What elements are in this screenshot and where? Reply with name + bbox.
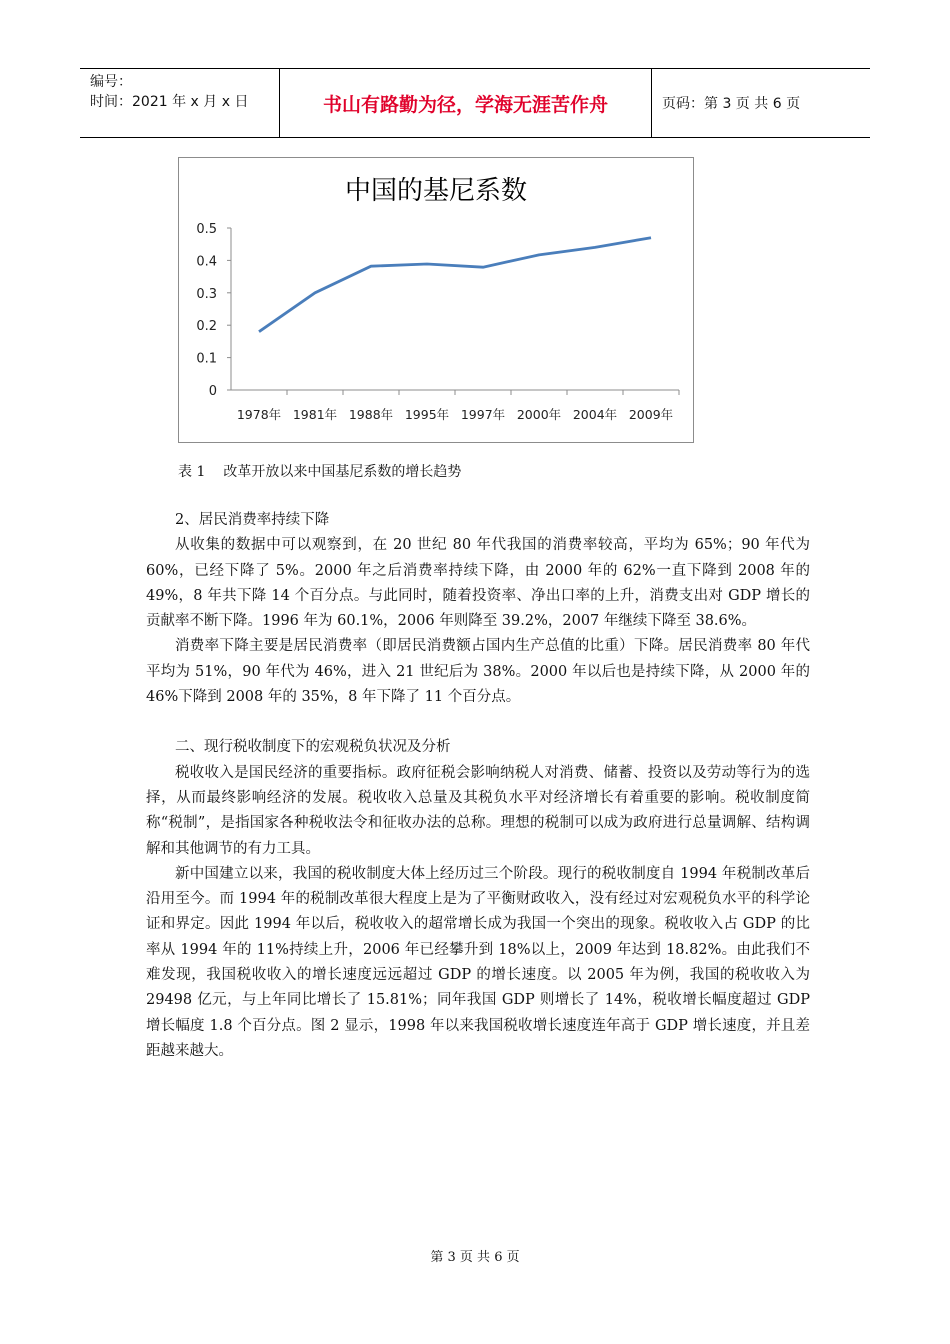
page-footer: 第 3 页 共 6 页 bbox=[430, 1250, 520, 1265]
caption-number: 表 1 bbox=[178, 464, 206, 480]
page-header bbox=[80, 68, 870, 138]
y-tick-label: 0.4 bbox=[196, 254, 217, 270]
paragraph: 税收收入是国民经济的重要指标。政府征税会影响纳税人对消费、储蓄、投资以及劳动等行为的选择，从而最终影响经济的发展。税收收入总量及其税负水平对经济增长有着重要的影响。税收制度简称“税制”，是指国家各种税收法令和征收办法的总称。理想的税制可以成为政府进行总量调解、结构调解和其他调节的有力工具。 bbox=[146, 764, 810, 857]
y-tick-label: 0 bbox=[208, 384, 217, 399]
gini-chart-svg bbox=[179, 158, 693, 442]
x-tick-label: 2004年 bbox=[572, 407, 618, 422]
y-tick-label: 0.3 bbox=[196, 286, 217, 302]
chart-title: 中国的基尼系数 bbox=[344, 176, 528, 206]
paragraph: 消费率下降主要是居民消费率（即居民消费额占国内生产总值的比重）下降。居民消费率 80 年代平均为 51%，90 年代为 46%，进入 21 世纪后为 38%。2000 年以后也是持续下降，从 2000 年的 46%下降到 2008 年的 35%，8 年下降了 11 个百分点。 bbox=[146, 638, 810, 706]
series-line bbox=[259, 238, 651, 332]
x-tick-label: 1995年 bbox=[404, 407, 450, 422]
x-tick-label: 1978年 bbox=[236, 407, 282, 422]
section-heading: 二、现行税收制度下的宏观税负状况及分析 bbox=[175, 739, 451, 756]
time-label: 时间：2021 年 x 月 x 日 bbox=[90, 94, 249, 110]
number-label: 编号： bbox=[90, 74, 132, 90]
paragraph: 新中国建立以来，我国的税收制度大体上经历过三个阶段。现行的税收制度自 1994 年税制改革后沿用至今。而 1994 年的税制改革很大程度上是为了平衡财政收入，没有经过对宏观税负水平的科学论证和界定。因此 1994 年以后，税收收入的超常增长成为我国一个突出的现象。税收收入占 GDP 的比率从 1994 年的 11%持续上升，2006 年已经攀升到 18%以上，2009 年达到 18.82%。由此我们不难发现，我国税收收入的增长速度远远超过 GDP 的增长速度。以 2005 年为例，我国的税收收入为 29498 亿元，与上年同比增长了 15.81%；同年我国 GDP 则增长了 14%，税收增长幅度超过 GDP 增长幅度 1.8 个百分点。图 2 显示，1998 年以来我国税收增长速度连年高于 GDP 增长速度，并且差距越来越大。 bbox=[146, 865, 810, 1059]
x-tick-label: 1988年 bbox=[348, 407, 394, 422]
header-page-info: 页码：第 3 页 共 6 页 bbox=[662, 96, 801, 112]
x-tick-label: 2000年 bbox=[516, 407, 562, 422]
x-tick-label: 2009年 bbox=[628, 407, 674, 422]
y-tick-label: 0.1 bbox=[196, 351, 217, 367]
gini-chart bbox=[178, 157, 694, 443]
paragraph: 从收集的数据中可以观察到，在 20 世纪 80 年代我国的消费率较高，平均为 65%；90 年代为 60%，已经下降了 5%。2000 年之后消费率持续下降，由 2000 年的 62%一直下降到 2008 年的 49%，8 年共下降 14 个百分点。与此同时，随着投资率、净出口率的上升，消费支出对 GDP 增长的贡献率不断下降。1996 年为 60.1%，2006 年则降至 39.2%，2007 年继续下降至 38.6%。 bbox=[146, 537, 810, 630]
x-tick-label: 1981年 bbox=[292, 407, 338, 422]
chart-caption bbox=[178, 461, 461, 481]
header-motto: 书山有路勤为径，学海无涯苦作舟 bbox=[280, 69, 652, 137]
header-meta bbox=[80, 69, 280, 137]
body-text bbox=[146, 508, 810, 1064]
y-tick-label: 0.5 bbox=[196, 222, 217, 237]
section-heading: 2、居民消费率持续下降 bbox=[175, 512, 330, 528]
x-tick-label: 1997年 bbox=[460, 407, 506, 422]
y-tick-label: 0.2 bbox=[196, 319, 217, 335]
caption-text: 改革开放以来中国基尼系数的增长趋势 bbox=[223, 464, 462, 480]
